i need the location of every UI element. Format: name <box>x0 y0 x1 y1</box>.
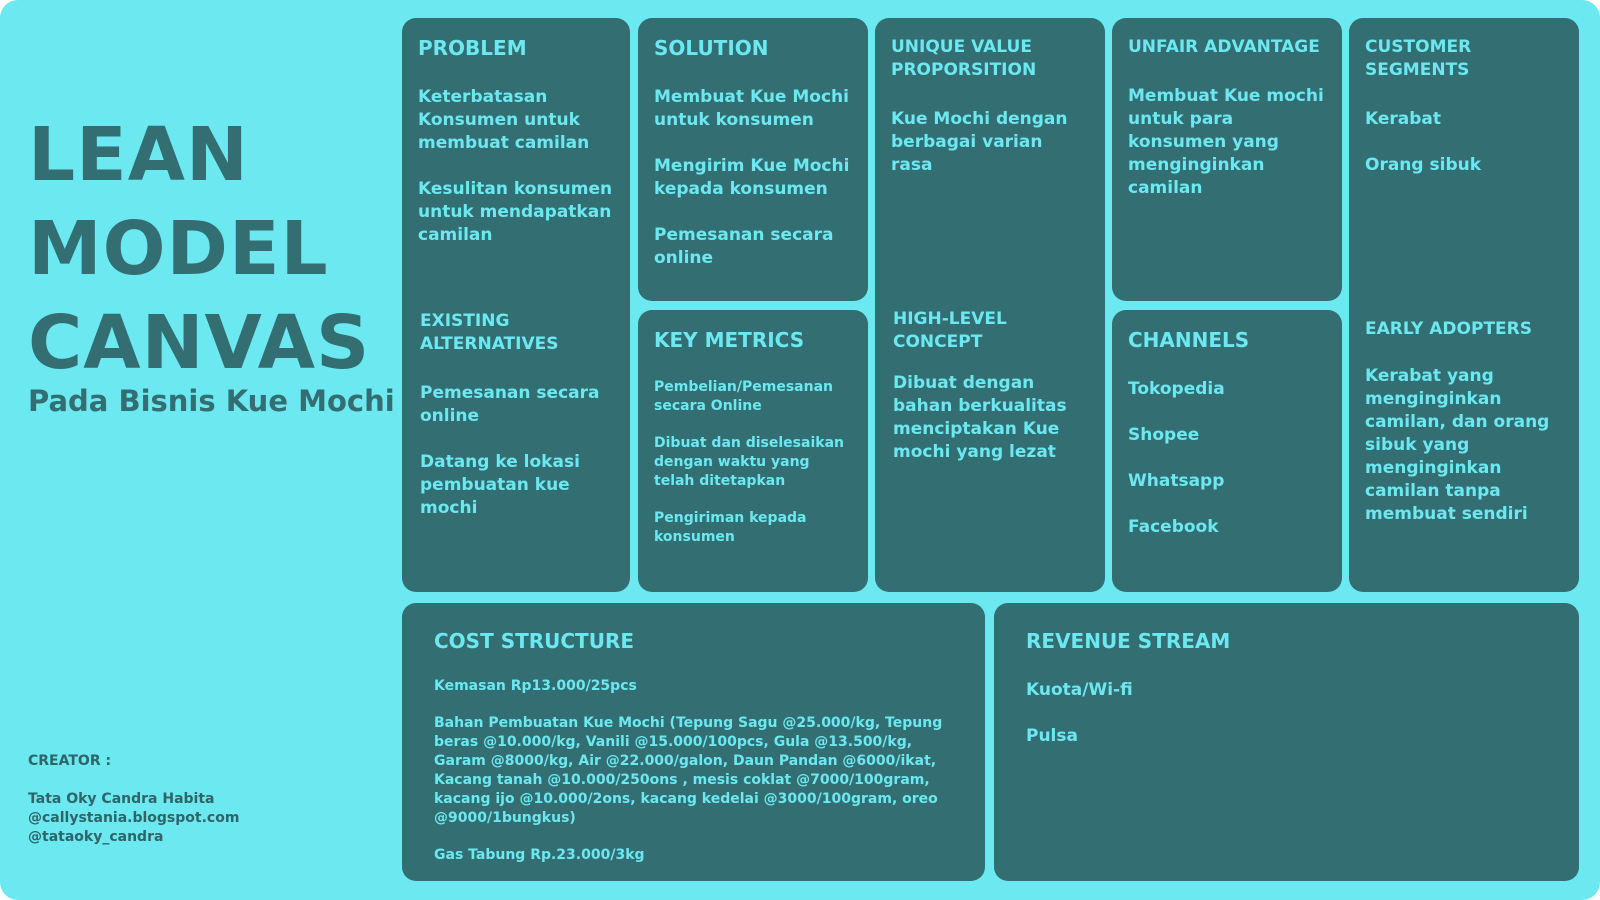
uvp-panel <box>875 18 1105 592</box>
uvp-item: Kue Mochi dengan berbagai varian rasa <box>891 109 1068 175</box>
customer-segments-title: CUSTOMER SEGMENTS <box>1365 37 1472 80</box>
key-metrics-item: Pengiriman kepada konsumen <box>654 510 807 545</box>
cost-structure-item: Bahan Pembuatan Kue Mochi (Tepung Sagu @25.000/kg, Tepung beras @10.000/kg, Vanili @15.000/100pcs, Gula @13.500/kg, Garam @8000/kg, Air @22.000/galon, Daun Pandan @6000/ikat, Kacang tanah @10.000/250ons , mesis coklat @7000/100gram, kacang ijo @10.000/2ons, kacang kedelai @3000/100gram, oreo @9000/1bungkus) <box>434 715 943 826</box>
existing-alternatives-list <box>420 382 616 520</box>
cost-structure-title: COST STRUCTURE <box>434 629 634 653</box>
creator-blog: @callystania.blogspot.com <box>28 810 240 826</box>
channels-title: CHANNELS <box>1128 328 1250 352</box>
channels-item: Shopee <box>1128 425 1200 445</box>
unfair-advantage-list <box>1128 85 1326 200</box>
revenue-stream-item: Kuota/Wi-fi <box>1026 680 1133 700</box>
customer-segments-item: Orang sibuk <box>1365 155 1482 175</box>
creator-info <box>28 752 239 847</box>
cost-structure-item: Kemasan Rp13.000/25pcs <box>434 678 637 694</box>
creator-label: CREATOR : <box>28 753 112 769</box>
main-title-line: LEAN <box>28 112 249 198</box>
channels-item: Facebook <box>1128 517 1219 537</box>
high-level-concept-list <box>893 372 1091 464</box>
title-block <box>28 108 395 418</box>
unfair-advantage-item: Membuat Kue mochi untuk para konsumen yang menginginkan camilan <box>1128 86 1324 198</box>
early-adopters-list <box>1365 365 1565 526</box>
problem-panel <box>402 18 630 592</box>
problem-title: PROBLEM <box>418 36 527 60</box>
unfair-advantage-title: UNFAIR ADVANTAGE <box>1128 37 1320 57</box>
cost-structure-panel <box>402 603 985 881</box>
key-metrics-item: Pembelian/Pemesanan secara Online <box>654 379 833 414</box>
key-metrics-panel <box>638 310 868 592</box>
uvp-list <box>891 108 1089 177</box>
channels-panel <box>1112 310 1342 592</box>
existing-alternatives-item: Datang ke lokasi pembuatan kue mochi <box>420 452 580 518</box>
solution-panel <box>638 18 868 301</box>
channels-list <box>1128 378 1326 539</box>
main-title <box>28 108 395 390</box>
early-adopters-section <box>1365 318 1565 549</box>
early-adopters-item: Kerabat yang menginginkan camilan, dan orang sibuk yang menginginkan camilan tanpa membuat sendiri <box>1365 366 1550 524</box>
solution-title: SOLUTION <box>654 36 769 60</box>
cost-structure-item: Gas Tabung Rp.23.000/3kg <box>434 847 645 863</box>
customer-segments-panel <box>1349 18 1579 592</box>
key-metrics-list <box>654 378 852 547</box>
creator-name: Tata Oky Candra Habita <box>28 791 215 807</box>
unfair-advantage-panel <box>1112 18 1342 301</box>
subtitle: Pada Bisnis Kue Mochi <box>28 384 395 418</box>
revenue-stream-item: Pulsa <box>1026 726 1078 746</box>
solution-item: Pemesanan secara online <box>654 225 834 268</box>
main-title-line: CANVAS <box>28 300 371 386</box>
channels-item: Tokopedia <box>1128 379 1225 399</box>
key-metrics-title: KEY METRICS <box>654 328 805 352</box>
problem-list <box>418 86 614 247</box>
problem-item: Keterbatasan Konsumen untuk membuat camilan <box>418 87 590 153</box>
high-level-concept-title: HIGH-LEVEL CONCEPT <box>893 309 1007 352</box>
channels-item: Whatsapp <box>1128 471 1225 491</box>
revenue-stream-title: REVENUE STREAM <box>1026 629 1231 653</box>
customer-segments-item: Kerabat <box>1365 109 1442 129</box>
revenue-stream-list <box>1026 679 1547 748</box>
solution-item: Membuat Kue Mochi untuk konsumen <box>654 87 849 130</box>
cost-structure-list <box>434 677 953 865</box>
uvp-title: UNIQUE VALUE PROPORSITION <box>891 37 1037 80</box>
existing-alternatives-section <box>420 310 616 543</box>
solution-item: Mengirim Kue Mochi kepada konsumen <box>654 156 850 199</box>
solution-list <box>654 86 852 270</box>
revenue-stream-panel <box>994 603 1579 881</box>
high-level-concept-section <box>893 308 1091 487</box>
creator-handle: @tataoky_candra <box>28 829 164 845</box>
existing-alternatives-item: Pemesanan secara online <box>420 383 600 426</box>
main-title-line: MODEL <box>28 206 329 292</box>
existing-alternatives-title: EXISTING ALTERNATIVES <box>420 311 559 354</box>
early-adopters-title: EARLY ADOPTERS <box>1365 319 1532 339</box>
problem-item: Kesulitan konsumen untuk mendapatkan camilan <box>418 179 613 245</box>
key-metrics-item: Dibuat dan diselesaikan dengan waktu yang telah ditetapkan <box>654 435 844 489</box>
customer-segments-list <box>1365 108 1563 177</box>
high-level-concept-item: Dibuat dengan bahan berkualitas menciptakan Kue mochi yang lezat <box>893 373 1067 462</box>
